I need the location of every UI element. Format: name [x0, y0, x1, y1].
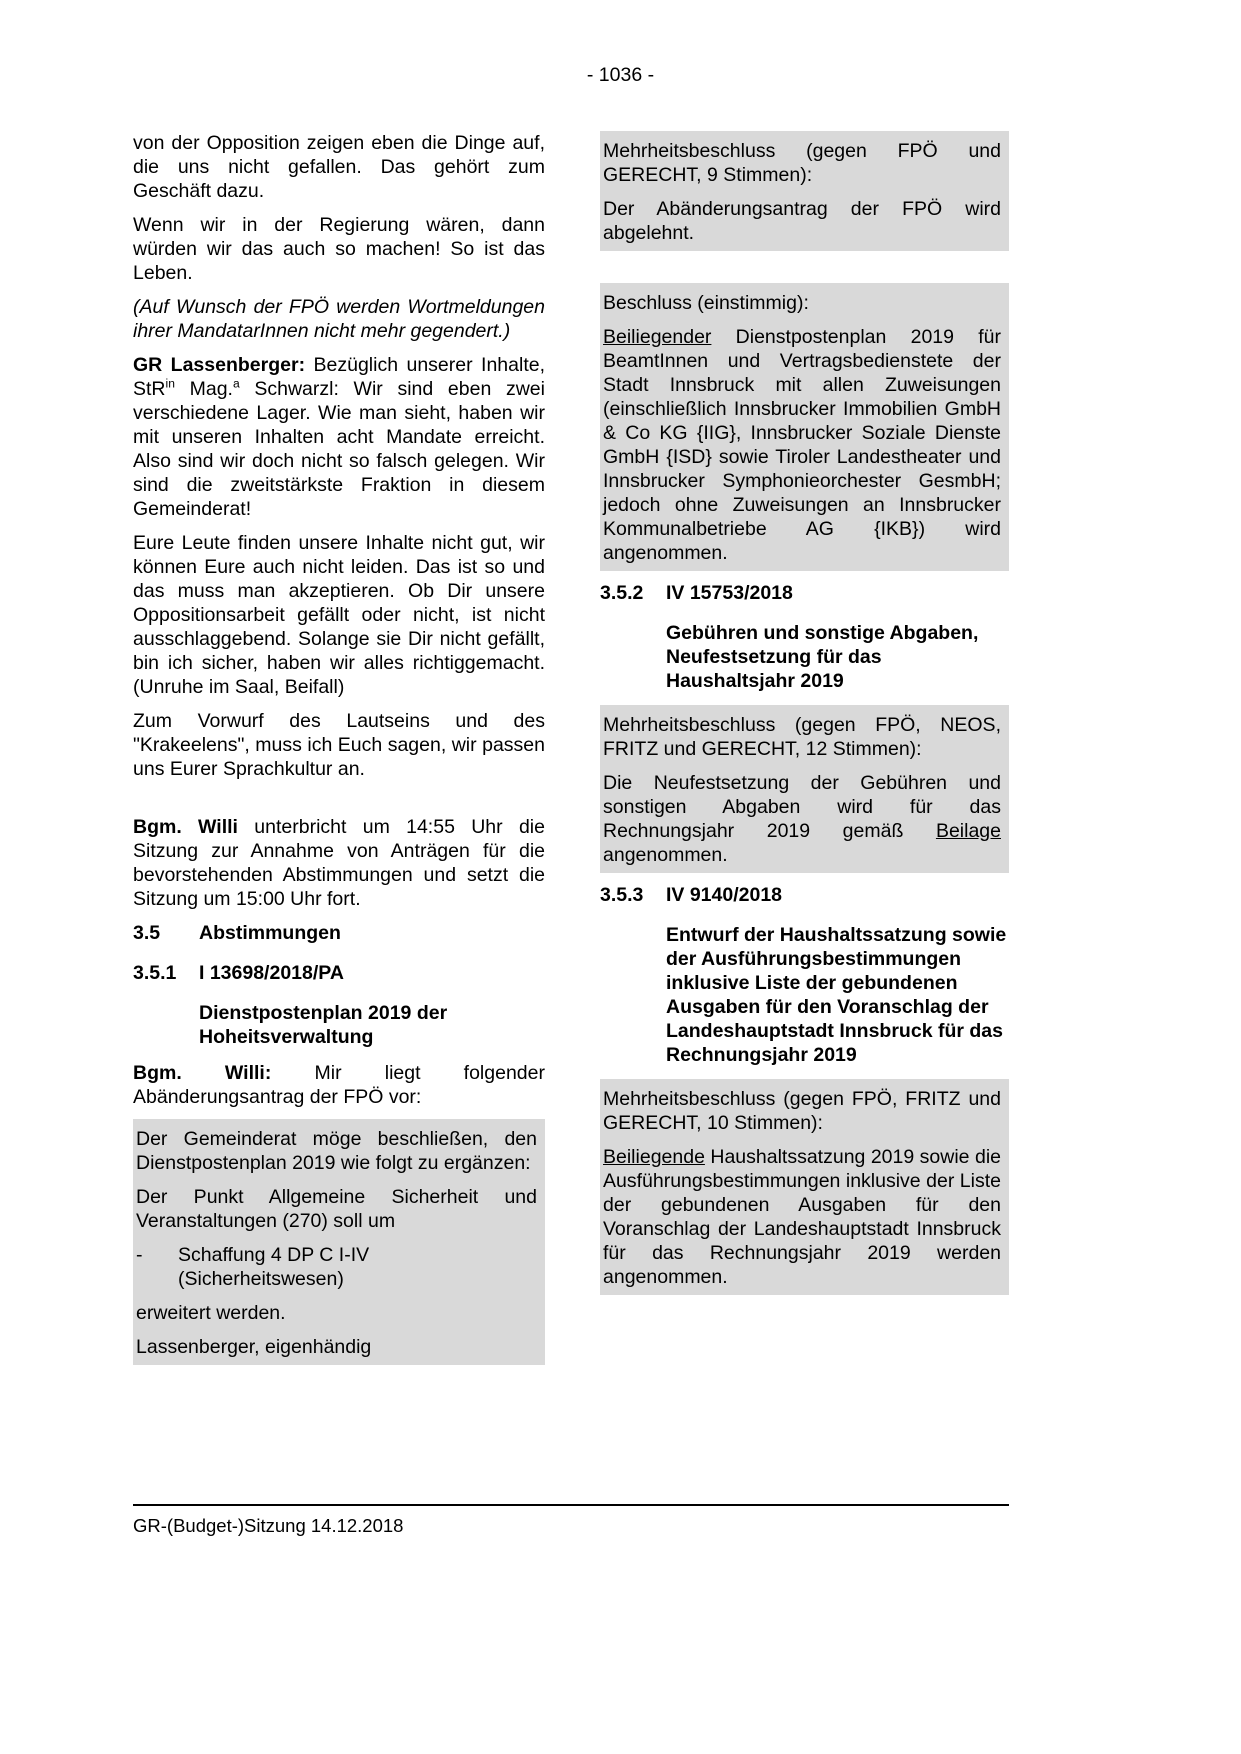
speech-vorwurf: Zum Vorwurf des Lautseins und des "Krakeelens", muss ich Euch sagen, wir passen uns Eurer Sprachkultur an.	[133, 710, 545, 780]
paragraph-opposition: von der Opposition zeigen eben die Dinge auf, die uns nicht gefallen. Das gehört zum Geschäft dazu.	[133, 132, 545, 202]
paragraph-regierung: Wenn wir in der Regierung wären, dann würden wir das auch so machen! So ist das Leben.	[133, 214, 545, 284]
list-dash-marker: -	[136, 1244, 143, 1266]
decision-body-post: angenommen.	[603, 844, 728, 866]
motion-paragraph-1: Der Gemeinderat möge beschließen, den Dienstpostenplan 2019 wie folgt zu ergänzen:	[136, 1128, 537, 1174]
note-fpo-gendering: (Auf Wunsch der FPÖ werden Wortmeldungen ihrer MandatarInnen nicht mehr gegendert.)	[133, 296, 545, 342]
subheading-3-5-2: Gebühren und sonstige Abgaben, Neufestsetzung für das Haushaltsjahr 2019	[666, 622, 979, 692]
decision-head: Mehrheitsbeschluss (gegen FPÖ, NEOS, FRITZ und GERECHT, 12 Stimmen):	[603, 714, 1001, 760]
heading-3-5-2	[600, 581, 1009, 605]
speaker-name-willi: Bgm. Willi	[133, 816, 238, 838]
decision-body-pre: Die Neufestsetzung der Gebühren und sonstigen Abgaben wird für das Rechnungsjahr 2019 gemäß	[603, 772, 1001, 842]
heading-3-5	[133, 921, 545, 945]
heading-number: 3.5.2	[600, 582, 644, 604]
speech-eure-leute: Eure Leute finden unsere Inhalte nicht gut, wir können Eure auch nicht leiden. Das ist so und das muss man akzeptieren. Ob Dir unsere Oppositionsarbeit gefällt oder nicht, ist nicht ausschlaggebend. Solange sie Dir nicht gefällt, bin ich sicher, haben wir alles richtiggemacht. (Unruhe im Saal, Beifall)	[133, 532, 545, 698]
heading-number: 3.5.3	[600, 884, 644, 906]
subheading-3-5-3: Entwurf der Haushaltssatzung sowie der Ausführungsbestimmungen inklusive Liste der gebundenen Ausgaben für den Voranschlag der Landeshauptstadt Innsbruck für das Rechnungsjahr 2019	[666, 924, 1007, 1066]
decision-box-352	[600, 705, 1009, 873]
subheading-3-5-1: Dienstpostenplan 2019 der Hoheitsverwaltung	[199, 1002, 448, 1048]
heading-3-5-1	[133, 961, 545, 985]
list-item-line-2: (Sicherheitswesen)	[178, 1268, 344, 1290]
column-right	[600, 131, 1009, 1305]
underlined-beilage: Beilage	[935, 820, 1001, 842]
note-willi-interruption	[133, 815, 545, 911]
motion-signature: Lassenberger, eigenhändig	[136, 1336, 372, 1358]
decision-head: Mehrheitsbeschluss (gegen FPÖ und GERECHT, 9 Stimmen):	[603, 140, 1001, 186]
speaker-name-lassenberger: GR Lassenberger:	[133, 354, 306, 376]
heading-title: IV 9140/2018	[666, 884, 783, 906]
list-item-body	[178, 1243, 537, 1291]
decision-head: Mehrheitsbeschluss (gegen FPÖ, FRITZ und GERECHT, 10 Stimmen):	[603, 1088, 1001, 1134]
underlined-beiliegender: Beiliegender	[603, 326, 712, 348]
list-item-line-1: Schaffung 4 DP C I-IV	[178, 1244, 370, 1266]
speaker-name-willi-2: Bgm. Willi:	[133, 1062, 272, 1084]
heading-title: I 13698/2018/PA	[199, 962, 344, 984]
page-footer	[133, 1504, 1009, 1538]
decision-body	[603, 771, 1001, 867]
decision-box-353	[600, 1079, 1009, 1295]
heading-3-5-3	[600, 883, 1009, 907]
decision-body	[603, 1145, 1001, 1289]
page-number: - 1036 -	[586, 64, 655, 86]
footer-text: GR-(Budget-)Sitzung 14.12.2018	[133, 1515, 404, 1536]
speech-text-seg1: Bezüglich unserer Inhalte, StR	[133, 354, 545, 400]
motion-paragraph-3: erweitert werden.	[136, 1302, 286, 1324]
column-left	[133, 131, 545, 1375]
interruption-text: unterbricht um 14:55 Uhr die Sitzung zur Annahme von Anträgen für die bevorstehenden Abstimmungen und setzt die Sitzung um 15:00 Uhr fort.	[133, 816, 545, 910]
speech-lassenberger	[133, 353, 545, 521]
heading-title: Abstimmungen	[199, 922, 341, 944]
speech-willi-antrag	[133, 1061, 545, 1109]
motion-box	[133, 1119, 545, 1365]
motion-paragraph-2: Der Punkt Allgemeine Sicherheit und Veranstaltungen (270) soll um	[136, 1186, 537, 1232]
speech-text-seg3: Schwarzl: Wir sind eben zwei verschiedene Lager. Wie man sieht, haben wir mit unseren Inhalten acht Mandate erreicht. Also sind wir doch nicht so falsch gelegen. Wir sind die zweitstärkste Fraktion in diesem Gemeinderat!	[133, 378, 545, 520]
superscript-in: in	[165, 376, 175, 391]
decision-body: Der Abänderungsantrag der FPÖ wird abgelehnt.	[603, 198, 1001, 244]
decision-body-rest: Dienstpostenplan 2019 für BeamtInnen und Vertragsbedienstete der Stadt Innsbruck mit allen Zuweisungen (einschließlich Innsbrucker Immobilien GmbH & Co KG {IIG}, Innsbrucker Soziale Dienste GmbH {ISD} sowie Tiroler Landestheater und Innsbrucker Symphonieorchester GesmbH; jedoch ohne Zuweisungen an Innsbrucker Kommunalbetriebe AG {IKB}) wird angenommen.	[603, 326, 1001, 564]
speech-text-seg2: Mag.	[174, 378, 233, 400]
decision-body	[603, 325, 1001, 565]
decision-box-351-unanimous	[600, 283, 1009, 571]
heading-title: IV 15753/2018	[666, 582, 793, 604]
antrag-intro-text: Mir liegt folgender Abänderungsantrag der FPÖ vor:	[133, 1062, 545, 1108]
heading-number: 3.5	[133, 922, 161, 944]
decision-body-rest: Haushaltssatzung 2019 sowie die Ausführungsbestimmungen inklusive der Liste der gebundenen Ausgaben für den Voranschlag der Landeshauptstadt Innsbruck für das Rechnungsjahr 2019 werden angenommen.	[603, 1146, 1001, 1288]
underlined-beiliegende: Beiliegende	[603, 1146, 705, 1168]
heading-number: 3.5.1	[133, 962, 177, 984]
motion-list-item	[136, 1243, 537, 1291]
superscript-a: a	[232, 376, 240, 391]
decision-box-351-majority	[600, 131, 1009, 251]
decision-head: Beschluss (einstimmig):	[603, 292, 809, 314]
